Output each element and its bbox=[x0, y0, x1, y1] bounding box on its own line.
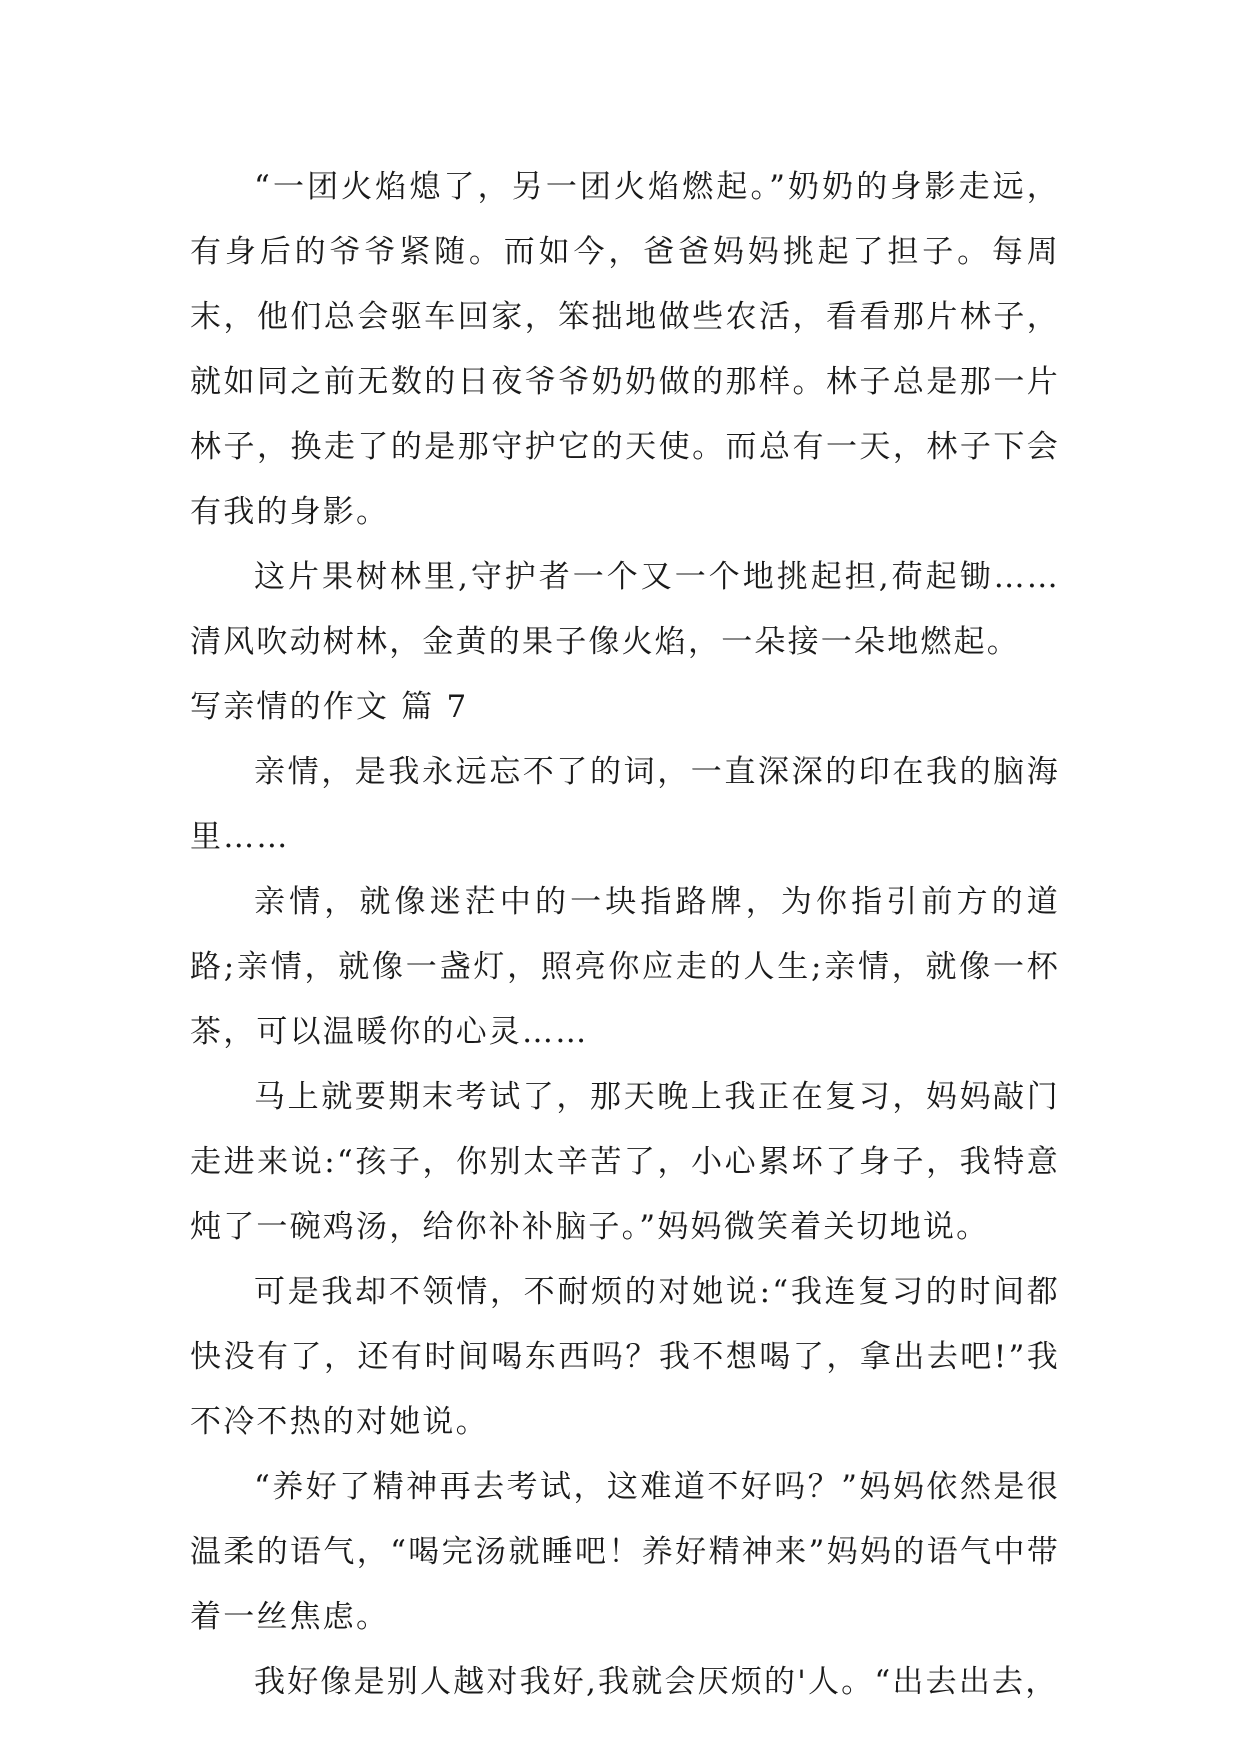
paragraph: 我好像是别人越对我好,我就会厌烦的'人。“出去出去， bbox=[254, 1664, 1059, 1700]
paragraph: “一团火焰熄了，另一团火焰燃起。”奶奶的身影走远，有身后的爷爷紧随。而如今，爸爸妈妈挑起了担子。每周末，他们总会驱车回家，笨拙地做些农活，看看那片林子，就如同之前无数的日夜爷爷奶奶做的那样。林子总是那一片林子，换走了的是那守护它的天使。而总有一天，林子下会有我的身影。 bbox=[190, 169, 1060, 530]
paragraph: 亲情，是我永远忘不了的词，一直深深的印在我的脑海里…… bbox=[190, 754, 1060, 855]
section-heading: 写亲情的作文 篇 7 bbox=[190, 689, 469, 725]
paragraph: 可是我却不领情，不耐烦的对她说:“我连复习的时间都快没有了，还有时间喝东西吗？我不想喝了，拿出去吧!”我不冷不热的对她说。 bbox=[190, 1274, 1060, 1440]
paragraph: “养好了精神再去考试，这难道不好吗？”妈妈依然是很温柔的语气，“喝完汤就睡吧！养好精神来”妈妈的语气中带着一丝焦虑。 bbox=[190, 1469, 1060, 1635]
document-body bbox=[190, 155, 1060, 1715]
paragraph: 这片果树林里,守护者一个又一个地挑起担,荷起锄……清风吹动树林，金黄的果子像火焰，一朵接一朵地燃起。 bbox=[190, 559, 1060, 660]
paragraph: 马上就要期末考试了，那天晚上我正在复习，妈妈敲门走进来说:“孩子，你别太辛苦了，小心累坏了身子，我特意炖了一碗鸡汤，给你补补脑子。”妈妈微笑着关切地说。 bbox=[190, 1079, 1060, 1245]
paragraph: 亲情，就像迷茫中的一块指路牌，为你指引前方的道路;亲情，就像一盏灯，照亮你应走的人生;亲情，就像一杯茶，可以温暖你的心灵…… bbox=[190, 884, 1060, 1050]
